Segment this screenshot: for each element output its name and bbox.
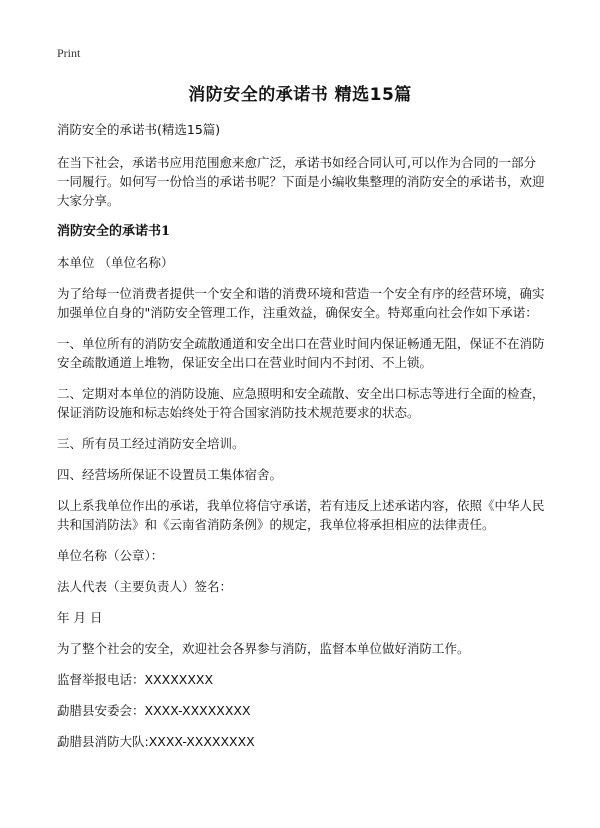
commitment-item-3: 三、所有员工经过消防安全培训。	[57, 436, 245, 451]
unit-name-label: 单位名称（公章）：	[57, 548, 164, 563]
commitment-paragraph: 以上系我单位作出的承诺，我单位将信守承诺，若有违反上述承诺内容，依照《中华人民共和国消防法》和《云南省消防条例》的规定，我单位将承担相应的法律责任。	[57, 498, 545, 532]
committee-line: 勐腊县安委会：XXXX-XXXXXXXX	[57, 703, 251, 718]
intro-paragraph: 在当下社会，承诺书应用范围愈来愈广泛，承诺书如经合同认可,可以作为合同的一部分一同履行。如何写一份恰当的承诺书呢？下面是小编收集整理的消防安全的承诺书，欢迎大家分享。	[57, 155, 545, 208]
commitment-item-4: 四、经营场所保证不设置员工集体宿舍。	[57, 467, 283, 482]
date-label: 年 月 日	[57, 610, 103, 625]
phone-line: 监督举报电话：XXXXXXXX	[57, 672, 214, 687]
article-body	[57, 120, 547, 763]
section-heading: 消防安全的承诺书1	[57, 224, 171, 239]
unit-line: 本单位 （单位名称）	[57, 255, 174, 270]
commitment-item-2: 二、定期对本单位的消防设施、应急照明和安全疏散、安全出口标志等进行全面的检查，保证消防设施和标志始终处于符合国家消防技术规范要求的状态。	[57, 386, 545, 420]
page-title: 消防安全的承诺书 精选15篇	[188, 85, 412, 105]
purpose-paragraph: 为了给每一位消费者提供一个安全和谐的消费环境和营造一个安全有序的经营环境，确实加强单位自身的"消防安全管理工作，注重效益，确保安全。特郑重向社会作如下承诺：	[57, 286, 545, 320]
print-link[interactable]: Print	[57, 46, 81, 60]
representative-label: 法人代表（主要负责人）签名：	[57, 579, 233, 594]
article-subtitle: 消防安全的承诺书(精选15篇)	[57, 122, 221, 137]
brigade-line: 勐腊县消防大队:XXXX-XXXXXXXX	[57, 734, 255, 749]
commitment-item-1: 一、单位所有的消防安全疏散通道和安全出口在营业时间内保证畅通无阻，保证不在消防安全疏散通道上堆物，保证安全出口在营业时间内不封闭、不上锁。	[57, 336, 545, 370]
supervise-paragraph: 为了整个社会的安全，欢迎社会各界参与消防，监督本单位做好消防工作。	[57, 641, 470, 656]
